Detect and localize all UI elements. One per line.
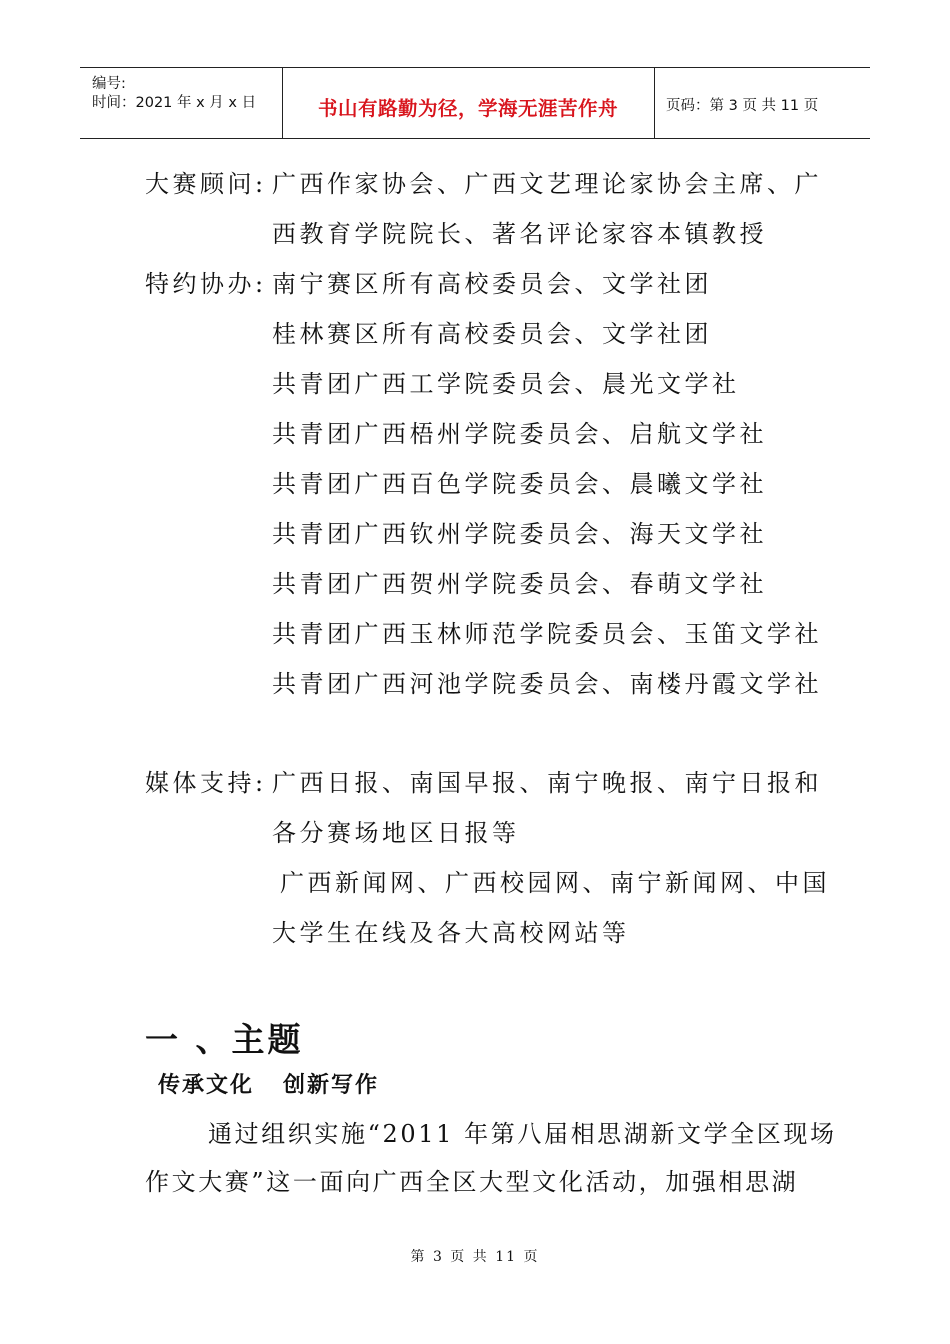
cosponsor-item: 共青团广西梧州学院委员会、启航文学社 [272,420,767,448]
paragraph-line: 作文大赛”这一面向广西全区大型文化活动，加强相思湖 [145,1168,799,1196]
time-label: 时间：2021 年 x 月 x 日 [92,95,257,111]
media-line: 广西新闻网、广西校园网、南宁新闻网、中国 [280,869,830,897]
header-meta-cell [80,68,283,138]
header-motto-cell [282,68,655,138]
cosponsor-item: 共青团广西玉林师范学院委员会、玉笛文学社 [272,620,822,648]
section-subheading: 传承文化 创新写作 [158,1073,379,1098]
cosponsor-item: 共青团广西百色学院委员会、晨曦文学社 [272,470,767,498]
header-motto: 书山有路勤为径，学海无涯苦作舟 [317,97,618,120]
cosponsor-item: 南宁赛区所有高校委员会、文学社团 [272,270,712,298]
advisor-line: 广西作家协会、广西文艺理论家协会主席、广 [272,170,822,198]
header-page-info: 页码：第 3 页 共 11 页 [666,98,819,114]
number-label: 编号: [92,76,126,92]
media-label: 媒体支持: [145,769,267,797]
cosponsor-label: 特约协办: [145,270,267,298]
cosponsor-item: 共青团广西河池学院委员会、南楼丹霞文学社 [272,670,822,698]
header-page-cell [654,68,870,138]
paragraph-line: 通过组织实施“2011 年第八届相思湖新文学全区现场 [208,1120,837,1148]
page-header [80,67,870,139]
advisor-label: 大赛顾问: [145,170,267,198]
page-footer: 第 3 页 共 11 页 [410,1249,540,1265]
cosponsor-item: 共青团广西工学院委员会、晨光文学社 [272,370,740,398]
media-line: 各分赛场地区日报等 [272,819,520,847]
media-line: 广西日报、南国早报、南宁晚报、南宁日报和 [272,769,822,797]
advisor-line: 西教育学院院长、著名评论家容本镇教授 [272,220,767,248]
cosponsor-item: 桂林赛区所有高校委员会、文学社团 [272,320,712,348]
cosponsor-item: 共青团广西贺州学院委员会、春萌文学社 [272,570,767,598]
cosponsor-item: 共青团广西钦州学院委员会、海天文学社 [272,520,767,548]
section-heading: 一 、主题 [145,1020,304,1059]
media-line: 大学生在线及各大高校网站等 [272,919,630,947]
